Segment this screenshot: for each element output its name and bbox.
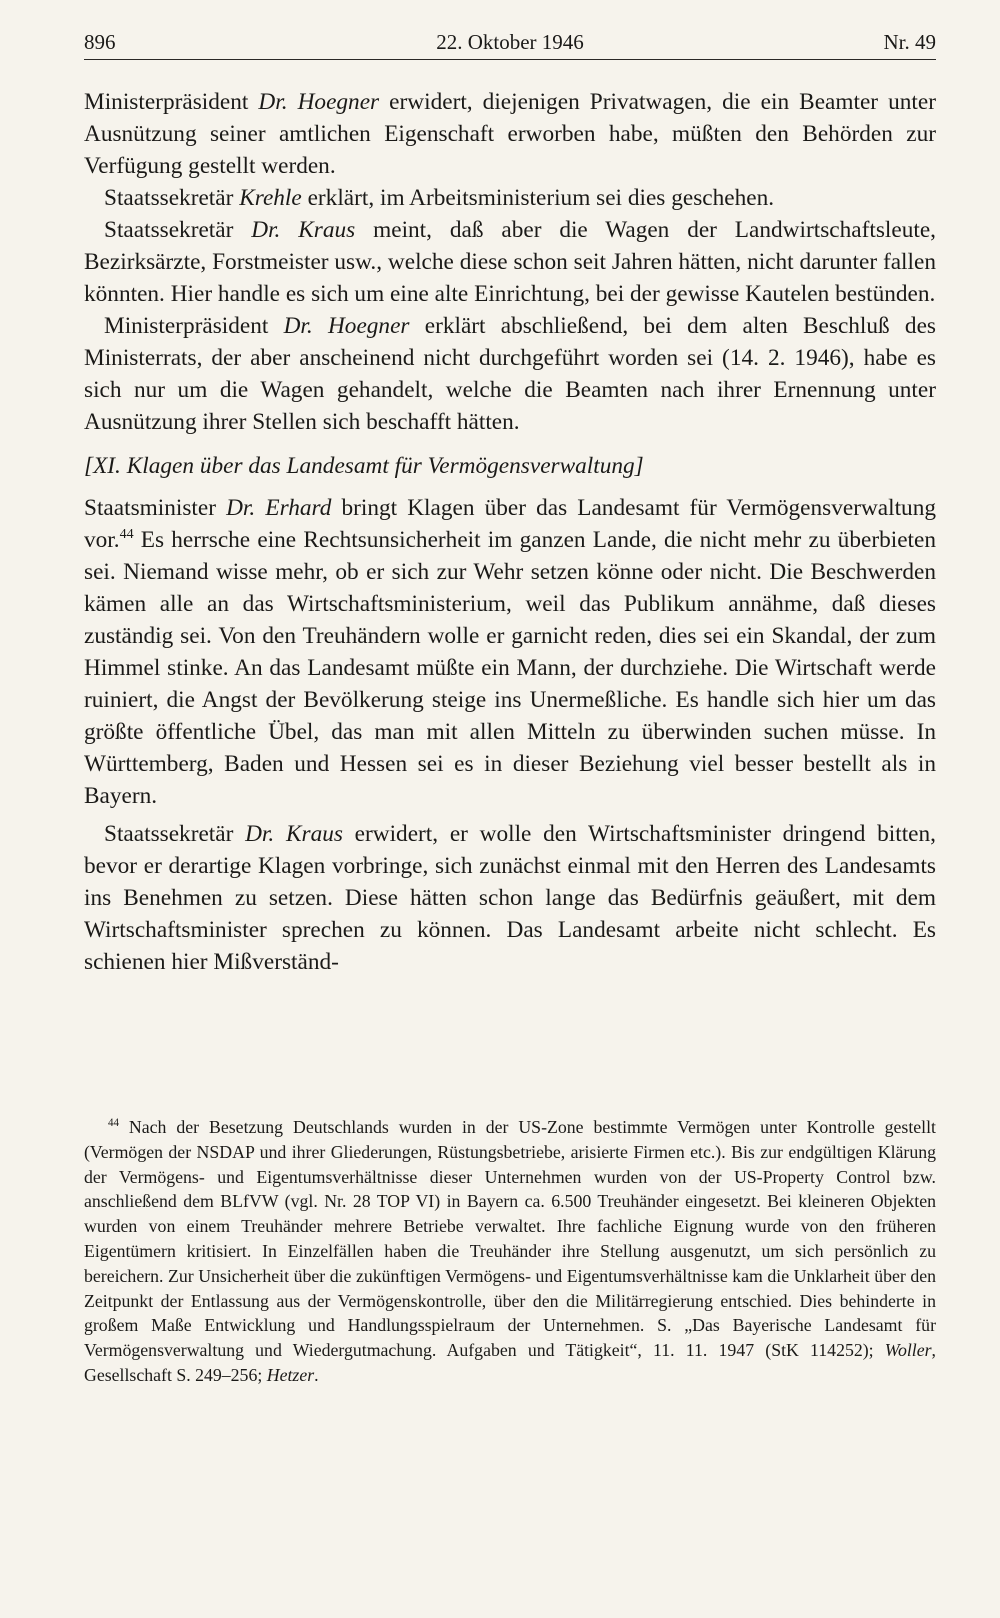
page — [84, 30, 936, 978]
text-run: Es herrsche eine Rechtsunsicherheit im ganzen Lande, die nicht mehr zu überbieten sei. Niemand wisse mehr, ob er sich zur Wehr setzen könne oder nicht. Die Beschwerden kämen alle an das Wirtschaftsministerium, weil das Publikum annähme, daß dieses zuständig sei. Von den Treuhändern wolle er garnicht reden, dies sei ein Skandal, der zum Himmel stinke. An das Landesamt müßte ein Mann, der durchziehe. Die Wirtschaft werde ruiniert, die Angst der Bevölkerung steige ins Unermeßliche. Es handle sich hier um das größte öffentliche Übel, das man mit allen Mitteln zu überwinden suchen müsse. In Württemberg, Baden und Hessen sei es in dieser Beziehung viel besser bestellt als in Bayern. — [84, 527, 936, 809]
page-header — [84, 30, 936, 60]
text-run: Staatsminister — [84, 495, 227, 521]
speaker-name: Krehle — [239, 185, 302, 211]
text-run: , Gesellschaft S. 249–256; — [84, 1340, 936, 1385]
footnote-reference: 44 — [119, 527, 134, 543]
text-run: Staatssekretär — [104, 185, 240, 211]
page-number: 896 — [84, 30, 116, 54]
footnote-44 — [84, 1115, 936, 1388]
speaker-name: Dr. Kraus — [245, 821, 343, 847]
speaker-name: Dr. Erhard — [226, 495, 332, 521]
header-date: 22. Oktober 1946 — [436, 30, 584, 54]
text-run: Nach der Besetzung Deutschlands wurden in der US-Zone bestimmte Vermögen unter Kontrolle gestellt (Vermögen der NSDAP und ihrer Gliederungen, Rüstungsbetriebe, arisierte Firmen etc.). Bis zur endgültigen Klärung der Vermögens- und Eigentumsverhältnisse dieser Unternehmen wurden von der US-Property Control bzw. anschließend dem BLfVW (vgl. Nr. 28 TOP VI) in Bayern ca. 6.500 Treuhänder eingesetzt. Bei kleineren Objekten wurden von einem Treuhänder mehrere Betriebe verwaltet. Ihre fachliche Eignung wurde von den früheren Eigentümern kritisiert. In Einzelfällen haben die Treuhänder ihre Stellung ausgenutzt, um sich persönlich zu bereichern. Zur Unsicherheit über die zukünftigen Vermögens- und Eigentumsverhältnisse kam die Unklarheit über den Zeitpunkt der Entlassung aus der Vermögenskontrolle, über den die Militärregierung entschied. Dies behinderte in großem Maße Entwicklung und Handlungsspielraum der Unternehmen. S. „Das Bayerische Landesamt für Vermögensverwaltung und Wiedergutmachung. Aufgaben und Tätigkeit“, 11. 11. 1947 (StK 114252); — [84, 1117, 936, 1361]
text-run: . — [314, 1364, 319, 1385]
author-name: Woller — [884, 1340, 932, 1361]
text-run: erklärt abschließend, bei dem alten Beschluß des Ministerrats, der aber anscheinend nicht durchgeführt worden sei (14. 2. 1946), habe es sich nur um die Wagen gehandelt, welche die Beamten nach ihrer Ernennung unter Ausnützung ihrer Stellen sich beschafft hätten. — [84, 313, 936, 435]
text-run: erklärt, im Arbeitsministerium sei dies geschehen. — [301, 185, 775, 211]
paragraph-3 — [84, 214, 936, 310]
footnote — [84, 1115, 936, 1388]
text-run: Staatssekretär — [104, 217, 252, 243]
author-name: Hetzer — [266, 1364, 315, 1385]
paragraph-4 — [84, 310, 936, 438]
text-run: erwidert, er wolle den Wirtschaftsminister dringend bitten, bevor er derartige Klagen vorbringe, sich zunächst einmal mit den Herren des Landesamts ins Benehmen zu setzen. Diese hätten schon lange das Bedürfnis geäußert, mit dem Wirtschaftsminister sprechen zu können. Das Landesamt arbeite nicht schlecht. Es schienen hier Mißverständ- — [84, 821, 936, 975]
speaker-name: Dr. Hoegner — [283, 313, 410, 339]
text-run: meint, daß aber die Wagen der Landwirtschaftsleute, Bezirksärzte, Forstmeister usw., welche diese schon seit Jahren hätten, nicht darunter fallen könnten. Hier handle es sich um eine alte Einrichtung, bei der gewisse Kautelen bestünden. — [84, 217, 936, 307]
paragraph-2 — [84, 182, 936, 214]
issue-number: Nr. 49 — [883, 30, 936, 54]
section-heading: [XI. Klagen über das Landesamt für Vermögensverwaltung] — [84, 453, 644, 479]
text-run: Ministerpräsident — [104, 313, 284, 339]
body-text — [84, 86, 936, 978]
speaker-name: Dr. Hoegner — [258, 89, 380, 115]
speaker-name: Dr. Kraus — [251, 217, 356, 243]
text-run: Ministerpräsident — [84, 89, 259, 115]
text-run: bringt Klagen über das Landesamt für Vermögensverwaltung vor. — [84, 495, 937, 553]
footnote-number: 44 — [108, 1117, 120, 1130]
paragraph-6 — [84, 818, 936, 978]
text-run: erwidert, diejenigen Privatwagen, die ein Beamter unter Ausnützung seiner amtlichen Eigenschaft erworben habe, müßten den Behörden zur Verfügung gestellt werden. — [84, 89, 936, 179]
paragraph-5 — [84, 492, 936, 812]
text-run: Staatssekretär — [104, 821, 246, 847]
paragraph-1 — [84, 86, 936, 182]
